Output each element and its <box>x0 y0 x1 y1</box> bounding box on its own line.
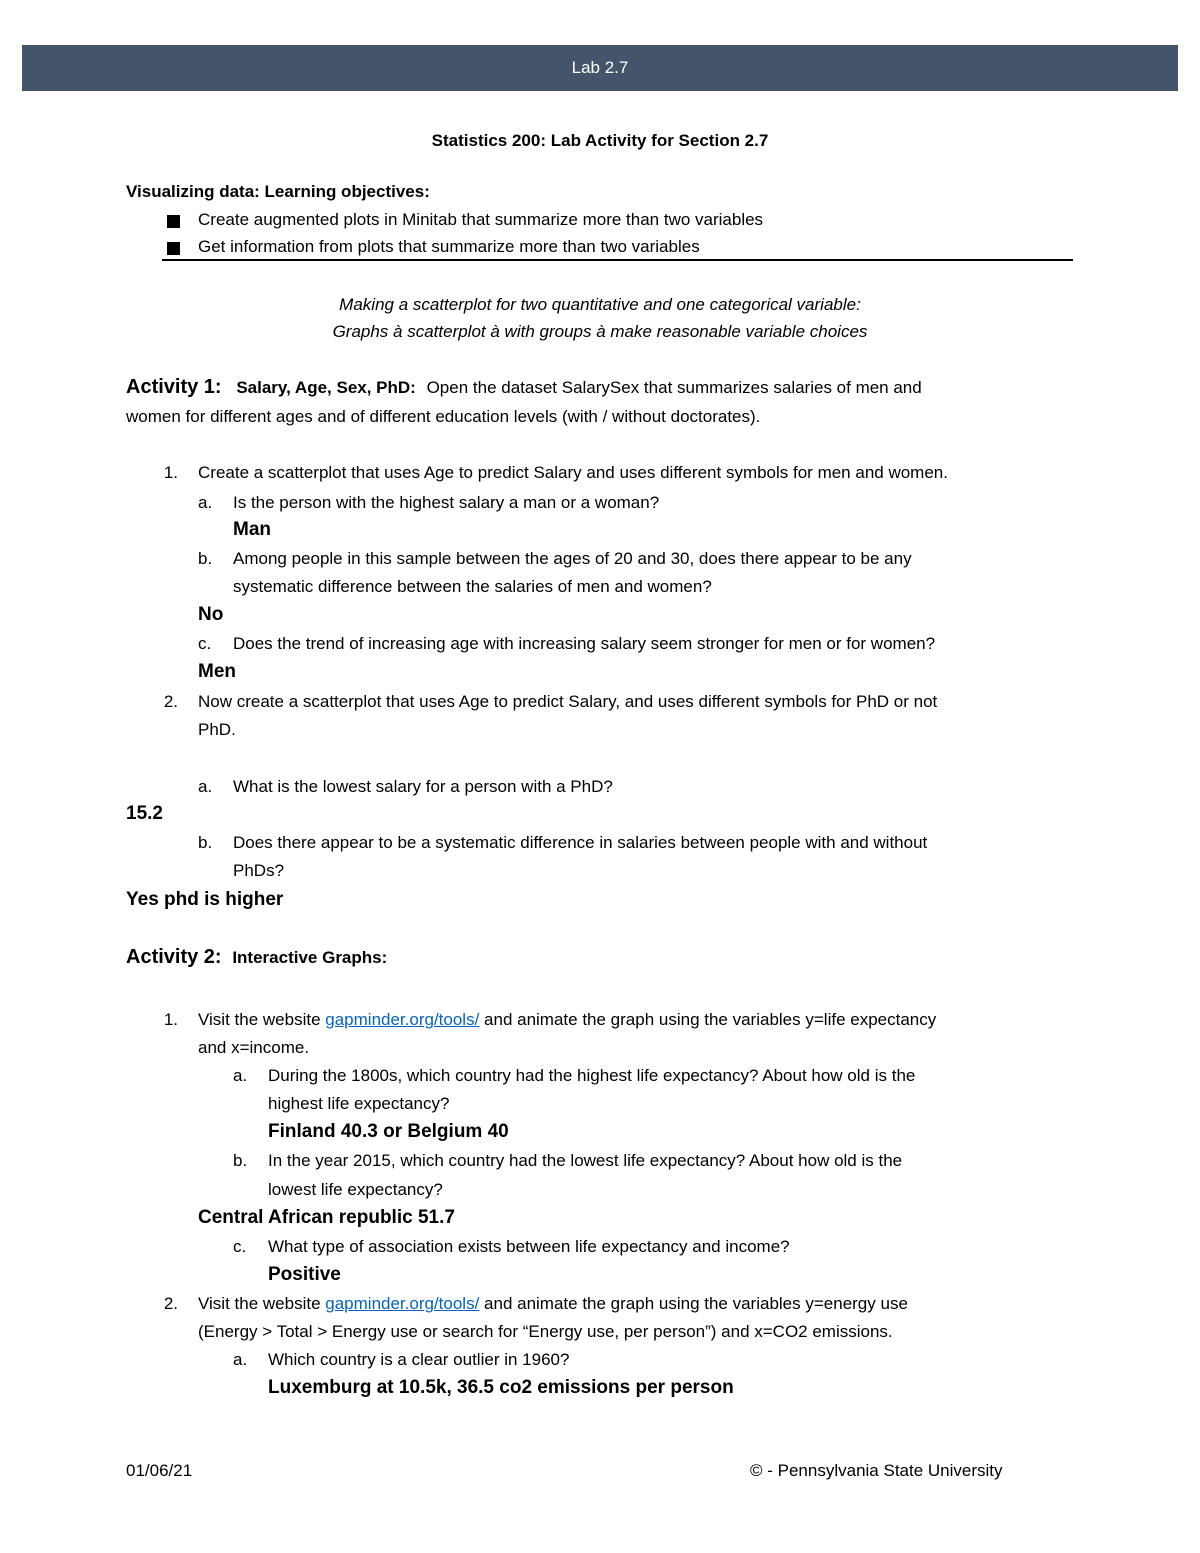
answer-text: Man <box>233 519 271 540</box>
question-text: and x=income. <box>198 1038 310 1057</box>
answer-text: 15.2 <box>126 803 163 824</box>
question-text: PhD. <box>198 720 236 739</box>
subquestion-text: What is the lowest salary for a person with a PhD? <box>233 777 613 796</box>
subquestion-text: In the year 2015, which country had the lowest life expectancy? About how old is the <box>268 1151 903 1170</box>
activity1-label: Activity 1: <box>126 376 222 398</box>
subquestion-text: During the 1800s, which country had the highest life expectancy? About how old is the <box>268 1066 916 1085</box>
header-bar <box>22 45 1178 91</box>
activity2-label: Activity 2: <box>126 946 222 968</box>
subquestion-label: a. <box>198 777 213 796</box>
objective-item: Get information from plots that summarize more than two variables <box>198 237 700 256</box>
question-text-pre: Visit the website <box>198 1294 326 1313</box>
question-text: (Energy > Total > Energy use or search for “Energy use, per person”) and x=CO2 emissions. <box>198 1322 893 1341</box>
instruction-line: Graphs à scatterplot à with groups à make reasonable variable choices <box>332 322 868 341</box>
subquestion-label: a. <box>198 493 213 512</box>
question-number: 2. <box>163 692 178 711</box>
activity2-heading <box>126 946 387 969</box>
answer-text: No <box>198 604 224 625</box>
answer-text: Finland 40.3 or Belgium 40 <box>268 1121 509 1142</box>
activity1-title: Salary, Age, Sex, PhD: <box>236 378 416 397</box>
horizontal-rule <box>162 259 1073 261</box>
answer-text: Central African republic 51.7 <box>198 1207 455 1228</box>
answer-text: Yes phd is higher <box>126 889 284 910</box>
activity1-heading <box>126 376 922 399</box>
activity2-title: Interactive Graphs: <box>232 948 388 967</box>
subquestion-text: Which country is a clear outlier in 1960? <box>268 1350 570 1369</box>
question-text: Create a scatterplot that uses Age to predict Salary and uses different symbols for men and women. <box>198 463 948 482</box>
activity1-intro-cont: women for different ages and of different education levels (with / without doctorates). <box>126 407 761 426</box>
instruction-line: Making a scatterplot for two quantitative and one categorical variable: <box>339 295 861 314</box>
question-text-post: and animate the graph using the variables y=energy use <box>479 1294 908 1313</box>
gapminder-link[interactable]: gapminder.org/tools/ <box>325 1294 480 1313</box>
bullet-square-icon <box>167 242 180 255</box>
subquestion-text: systematic difference between the salaries of men and women? <box>233 577 712 596</box>
question-number: 1. <box>163 1010 178 1029</box>
question-text-post: and animate the graph using the variables y=life expectancy <box>479 1010 937 1029</box>
answer-text: Men <box>198 661 236 682</box>
subquestion-text: Is the person with the highest salary a man or a woman? <box>233 493 660 512</box>
gapminder-link[interactable]: gapminder.org/tools/ <box>325 1010 480 1029</box>
bullet-square-icon <box>167 215 180 228</box>
subquestion-label: c. <box>198 634 212 653</box>
question-number: 2. <box>163 1294 178 1313</box>
activity1-intro: Open the dataset SalarySex that summarizes salaries of men and <box>426 378 922 397</box>
question-text-pre: Visit the website <box>198 1010 326 1029</box>
answer-text: Positive <box>268 1264 341 1285</box>
subquestion-text: Does the trend of increasing age with increasing salary seem stronger for men or for women? <box>233 634 936 653</box>
subquestion-text: highest life expectancy? <box>268 1094 450 1113</box>
objective-item: Create augmented plots in Minitab that summarize more than two variables <box>198 210 764 229</box>
subquestion-text: Among people in this sample between the ages of 20 and 30, does there appear to be any <box>233 549 912 568</box>
question-text <box>198 1010 936 1030</box>
answer-text: Luxemburg at 10.5k, 36.5 co2 emissions per person <box>268 1377 734 1398</box>
objectives-heading: Visualizing data: Learning objectives: <box>126 182 430 201</box>
subquestion-text: Does there appear to be a systematic difference in salaries between people with and without <box>233 833 928 852</box>
subquestion-text: What type of association exists between life expectancy and income? <box>268 1237 790 1256</box>
subquestion-label: c. <box>233 1237 247 1256</box>
subquestion-label: b. <box>198 549 213 568</box>
subquestion-label: b. <box>198 833 213 852</box>
question-text <box>198 1294 908 1314</box>
footer-copyright: © - Pennsylvania State University <box>750 1461 1003 1480</box>
question-number: 1. <box>163 463 178 482</box>
footer-date: 01/06/21 <box>126 1461 193 1480</box>
subquestion-label: a. <box>233 1350 248 1369</box>
subquestion-text: lowest life expectancy? <box>268 1180 443 1199</box>
subquestion-text: PhDs? <box>233 861 285 880</box>
subquestion-label: b. <box>233 1151 248 1170</box>
header-title: Lab 2.7 <box>571 58 629 77</box>
subquestion-label: a. <box>233 1066 248 1085</box>
doc-title: Statistics 200: Lab Activity for Section 2.7 <box>431 131 769 150</box>
question-text: Now create a scatterplot that uses Age to predict Salary, and uses different symbols for PhD or not <box>198 692 938 711</box>
